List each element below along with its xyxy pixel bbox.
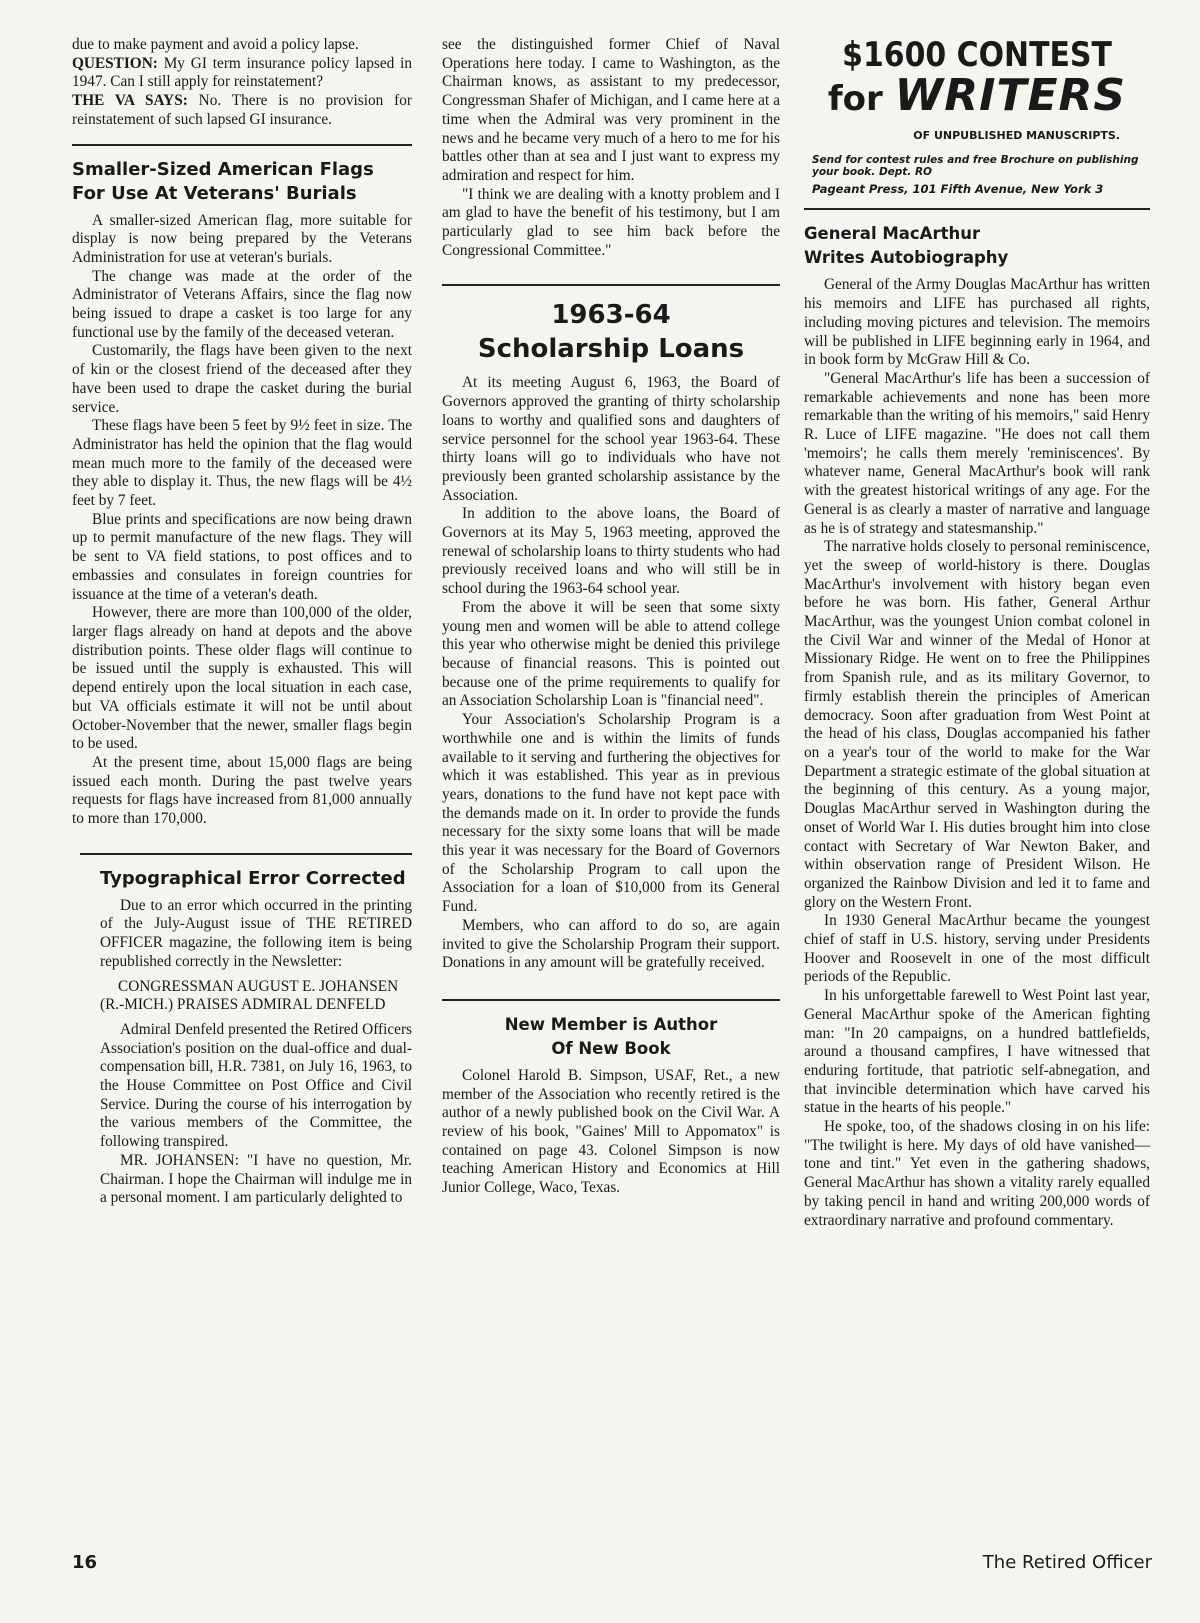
loans-paragraph: In addition to the above loans, the Board of Governors at its May 5, 1963 meeting, approved the renewal of scholarship loans to thirty students who had previously received loans and who will still be in school during the 1963-64 school year. bbox=[442, 505, 780, 598]
question-text: My GI term insurance policy lapsed in 1947. Can I still apply for reinstatement? bbox=[72, 54, 412, 91]
divider bbox=[80, 853, 412, 855]
testimony-paragraph: "I think we are dealing with a knotty problem and I am glad to have the benefit of his testimony, but I am particularly glad to see him back before the Congressional Committee." bbox=[442, 185, 780, 259]
question-label: QUESTION: bbox=[72, 54, 158, 72]
ad-instructions: Send for contest rules and free Brochure on publishing your book. Dept. RO bbox=[812, 153, 1139, 178]
macarthur-paragraph: In his unforgettable farewell to West Point last year, General MacArthur spoke of the American fighting man: "In 20 campaigns, on a hundred battlefields, around a thousand campfires, I have witnessed that enduring fortitude, that patriotic self-abnegation, and that invincible determination which have carved his statue in the hearts of his people." bbox=[804, 987, 1150, 1117]
macarthur-paragraph: General of the Army Douglas MacArthur has written his memoirs and LIFE has purchased all rights, including moving pictures and television. The memoirs will be published in LIFE beginning early in 1964, and in book form by McGraw Hill & Co. bbox=[804, 276, 1150, 369]
loans-heading: 1963-64 Scholarship Loans bbox=[477, 300, 745, 365]
column-right bbox=[804, 36, 1150, 1230]
author-paragraph: Colonel Harold B. Simpson, USAF, Ret., a new member of the Association who recently retired is the author of a newly published book on the Civil War. A review of his book, "Gaines' Mill to Appomatox" is contained on page 43. Colonel Simpson is now teaching American History and Economics at Hill Junior College, Waco, Texas. bbox=[442, 1066, 780, 1197]
divider bbox=[442, 999, 780, 1001]
flags-paragraph: Blue prints and specifications are now being drawn up to permit manufacture of the new flags. They will be sent to VA field stations, to post offices and to embassies and consulates in foreign countries for issuance at the time of a veteran's death. bbox=[72, 510, 412, 603]
answer-paragraph bbox=[72, 92, 412, 129]
typo-article bbox=[72, 867, 412, 1208]
ad-writers-title: for WRITERS bbox=[827, 70, 1127, 121]
flags-paragraph: The change was made at the order of the Administrator of Veterans Affairs, since the flag now being issued to drape a casket is too large for any functional use by the family of the deceased veteran. bbox=[72, 267, 412, 341]
column-middle bbox=[442, 36, 780, 1198]
macarthur-paragraph: He spoke, too, of the shadows closing in on his life: "The twilight is here. My days of old have vanished—tone and tint." Yet even in the gathering shadows, General MacArthur has shown a vitality rarely equalled by taking pencil in hand and writing 200,000 words of extraordinary narrative and profound commentary. bbox=[804, 1118, 1150, 1229]
macarthur-paragraph: "General MacArthur's life has been a succession of remarkable achievements and none has been more remarkable than the writing of his memoirs," said Henry R. Luce of LIFE magazine. "He does not call them 'memoirs'; he calls them merely 'reminiscences'. By whatever name, General MacArthur's book will rank with the greatest historical writings of any age. For the General is as clearly a master of narrative and language as he is of strategy and statesmanship." bbox=[804, 369, 1150, 537]
typo-paragraph: Admiral Denfeld presented the Retired Officers Association's position on the dual-office and dual-compensation bill, H.R. 7381, on July 16, 1963, to the House Committee on Post Office and Civil Service. During the course of his interrogation by the various members of the Committee, the following transpired. bbox=[100, 1020, 412, 1151]
typo-paragraph: MR. JOHANSEN: "I have no question, Mr. Chairman. I hope the Chairman will indulge me in a personal moment. I am particularly delighted to bbox=[100, 1151, 412, 1207]
author-heading: New Member is Author Of New Book bbox=[504, 1014, 718, 1058]
ad-subtitle: OF UNPUBLISHED MANUSCRIPTS. bbox=[913, 129, 1120, 142]
divider bbox=[442, 284, 780, 286]
answer-label: THE VA SAYS: bbox=[72, 92, 188, 110]
flags-paragraph: Customarily, the flags have been given to the next of kin or the closest friend of the deceased after they have been used to drape the casket during the burial service. bbox=[72, 342, 412, 416]
flags-paragraph: A smaller-sized American flag, more suitable for display is now being prepared by the Veterans Administration for use at veteran's burials. bbox=[72, 211, 412, 266]
insurance-continuation: due to make payment and avoid a policy lapse. bbox=[72, 36, 359, 53]
typo-heading: Typographical Error Corrected bbox=[100, 867, 406, 889]
loans-paragraph: From the above it will be seen that some sixty young men and women will be able to attend college this year who otherwise might be denied this privilege because of financial reasons. This is pointed out because one of the prime requirements to qualify for an Association Scholarship Loan is "financial need". bbox=[442, 598, 780, 710]
flags-heading: Smaller-Sized American Flags For Use At Veterans' Burials bbox=[72, 158, 374, 204]
loans-paragraph: At its meeting August 6, 1963, the Board of Governors approved the granting of thirty scholarship loans to worthy and qualified sons and daughters of service personnel for the school year 1963-64. These thirty loans will go to individuals who have not previously been granted scholarship assistance by the Association. bbox=[442, 374, 780, 504]
ad-address: Pageant Press, 101 Fifth Avenue, New York 3 bbox=[812, 181, 1104, 196]
divider bbox=[804, 208, 1150, 210]
writers-contest-ad bbox=[804, 36, 1150, 198]
loans-paragraph: Members, who can afford to do so, are again invited to give the Scholarship Program their support. Donations in any amount will be gratefully received. bbox=[442, 916, 780, 972]
typo-subhead: CONGRESSMAN AUGUST E. JOHANSEN (R.-MICH.) PRAISES ADMIRAL DENFELD bbox=[100, 977, 399, 1014]
page-number: 16 bbox=[72, 1552, 98, 1573]
macarthur-heading: General MacArthur Writes Autobiography bbox=[804, 224, 1009, 268]
macarthur-paragraph: In 1930 General MacArthur became the youngest chief of staff in U.S. history, serving under Presidents Hoover and Roosevelt in one of the most difficult periods of the Republic. bbox=[804, 912, 1150, 986]
testimony-continuation: see the distinguished former Chief of Naval Operations here today. I came to Washington, as the Chairman knows, as assistant to my predecessor, Congressman Shafer of Michigan, and I came here at a time when the Admiral was very prominent in the news and he became very much of a hero to me for his battles other than at sea and I just want to express my admiration and respect for him. bbox=[442, 36, 780, 184]
flags-paragraph: However, there are more than 100,000 of the older, larger flags already on hand at depots and the above distribution points. These older flags will continue to be issued until the supply is exhausted. This will depend entirely upon the local situation in each case, but VA officials estimate it will not be until about October-November that the newer, smaller flags begin to be used. bbox=[72, 604, 412, 753]
macarthur-paragraph: The narrative holds closely to personal reminiscence, yet the sweep of world-history is there. Douglas MacArthur's involvement with history began even before he was born. His father, General Arthur MacArthur, was the youngest Union combat colonel in the Civil War and winner of the Medal of Honor at Missionary Ridge. He went on to free the Philippines from Spanish rule, and as its military Governor, to firmly establish therein the principles of American democracy. Soon after graduation from West Point at the head of his class, Douglas accompanied his father on a year's tour of the world to make for the War Department a strategic estimate of the global situation at the beginning of this century. As a young major, Douglas MacArthur served in Washington during the onset of World War I. His duties brought him into close contact with Secretary of War Newton Baker, and within observation range of President Wilson. He organized the Rainbow Division and led it to fame and glory on the Western Front. bbox=[804, 538, 1150, 911]
column-left bbox=[72, 36, 412, 1208]
question-paragraph bbox=[72, 55, 412, 92]
ad-contest-title: $1600 CONTEST bbox=[842, 35, 1112, 75]
flags-paragraph: At the present time, about 15,000 flags are being issued each month. During the past twelve years requests for flags have increased from 81,000 annually to more than 170,000. bbox=[72, 753, 412, 828]
answer-text: No. There is no provision for reinstatement of such lapsed GI insurance. bbox=[72, 92, 412, 128]
loans-paragraph: Your Association's Scholarship Program is a worthwhile one and is within the limits of funds available to it serving and furthering the objectives for which it was established. This year as in previous years, donations to the fund have not kept pace with the demands made on it. In order to provide the funds necessary for the sixty some loans that will be made this year it was necessary for the Board of Governors of the Scholarship Program to call upon the Association for a loan of $10,000 from its General Fund. bbox=[442, 711, 780, 916]
divider bbox=[72, 144, 412, 146]
typo-paragraph: Due to an error which occurred in the printing of the July-August issue of THE RETIRED OFFICER magazine, the following item is being republished correctly in the Newsletter: bbox=[100, 896, 412, 970]
flags-paragraph: These flags have been 5 feet by 9½ feet in size. The Administrator has held the opinion that the flag would mean much more to the family of the deceased were they able to display it. Thus, the new flags will be 4½ feet by 7 feet. bbox=[72, 417, 412, 510]
magazine-name: The Retired Officer bbox=[982, 1552, 1152, 1573]
